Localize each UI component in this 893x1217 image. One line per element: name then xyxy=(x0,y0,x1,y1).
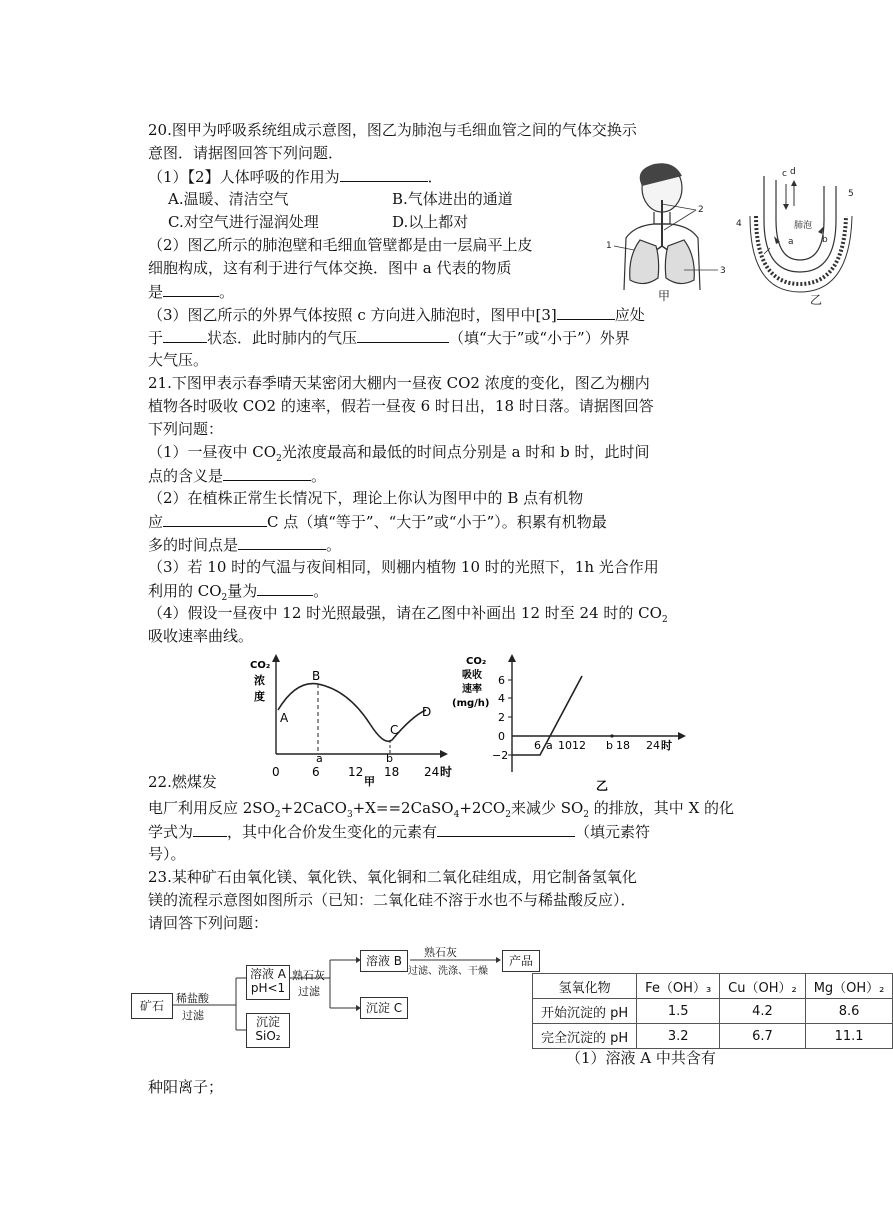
table-cell: 8.6 xyxy=(805,999,893,1024)
q23-sub1-line2: 种阳离子； xyxy=(148,1078,224,1096)
blank[interactable] xyxy=(437,820,575,837)
flow-box-product: 产品 xyxy=(502,950,540,972)
q23-line2: 镁的流程示意图如图所示（已知：二氧化硅不溶于水也不与稀盐酸反应）． xyxy=(148,891,636,909)
flow-box-solution-b: 溶液 B xyxy=(360,950,408,972)
q20-sub2-line1: （2）图乙所示的肺泡壁和毛细血管壁都是由一层扁平上皮 xyxy=(148,236,533,254)
table-header: Fe（OH）₃ xyxy=(637,974,720,999)
y-label-du: 度 xyxy=(254,690,265,703)
label-4: 4 xyxy=(736,219,742,229)
y-label-co2: CO₂ xyxy=(250,660,271,671)
q23-sub1-line1: （1）溶液 A 中共含有 xyxy=(566,1049,716,1067)
q20-sub1: （1）【2】人体呼吸的作用为 ． xyxy=(148,165,443,188)
q21-sub4-line1: （4）假设一昼夜中 12 时光照最强，请在乙图中补画出 12 时至 24 时的 $CO_2$ xyxy=(148,604,668,625)
y-label-nong: 浓 xyxy=(254,674,265,687)
tick-0: 0 xyxy=(272,765,280,779)
q20-sub2-line2: 细胞构成，这有利于进行气体交换．图中 a 代表的物质 xyxy=(148,259,512,277)
table-row xyxy=(533,1024,893,1049)
x-unit: 时 xyxy=(440,765,453,779)
y-tick-6: 6 xyxy=(498,674,505,687)
q20-sub3-line3: 大气压。 xyxy=(148,351,209,369)
q21-line1: 21.下图甲表示春季晴天某密闭大棚内一昼夜 CO2 浓度的变化，图乙为棚内 xyxy=(148,374,650,392)
blank[interactable] xyxy=(340,165,428,182)
label-3: 3 xyxy=(720,266,726,276)
table-cell: 1.5 xyxy=(637,999,720,1024)
q23-line3: 请回答下列问题： xyxy=(148,914,269,932)
label-1: 1 xyxy=(606,241,612,251)
q22-line3: 学式为 ，其中化合价发生变化的元素有 （填元素符 xyxy=(148,820,650,843)
blank[interactable] xyxy=(163,326,207,343)
blank[interactable] xyxy=(557,303,615,320)
q21-sub2-line3: 多的时间点是 。 xyxy=(148,533,341,556)
label-5: 5 xyxy=(848,189,854,199)
point-a: A xyxy=(280,711,289,725)
q21-sub1-line1: （1）一昼夜中 $CO_2$光浓度最高和最低的时间点分别是 a 时和 b 时，此时间 xyxy=(148,443,650,464)
point-d: D xyxy=(422,705,432,719)
flow-box-sediment-c: 沉淀 C xyxy=(360,997,408,1019)
flow-box-solution-a: 溶液 A pH<1 xyxy=(246,965,290,1000)
y-label-rate: 速率 xyxy=(462,684,482,695)
alveolus-figure xyxy=(734,162,860,306)
flow-label-acid: 稀盐酸 xyxy=(176,992,209,1005)
flow-label-lime2: 熟石灰 xyxy=(424,946,457,959)
q23-line1: 23.某种矿石由氧化镁、氧化铁、氧化铜和二氧化硅组成，用它制备氢氧化 xyxy=(148,868,637,886)
y-tick-4: 4 xyxy=(498,692,505,705)
q21-sub1-line2: 点的含义是 。 xyxy=(148,464,326,487)
q21-sub4-line2: 吸收速率曲线。 xyxy=(148,627,254,645)
label-b: b xyxy=(822,235,828,245)
blank[interactable] xyxy=(163,280,219,297)
label-2: 2 xyxy=(698,205,704,215)
table-cell: 11.1 xyxy=(805,1024,893,1049)
tick-label-a: a xyxy=(316,752,323,765)
co2-curve xyxy=(278,684,426,742)
q20-sub3-line2: 于 状态．此时肺内的气压 （填“大于”或“小于”）外界 xyxy=(148,326,630,349)
table-cell: 开始沉淀的 pH xyxy=(533,999,637,1024)
q22-line4: 号）。 xyxy=(148,845,186,863)
q21-sub3-line2: 利用的 $CO_2$量为 。 xyxy=(148,579,328,609)
q20-option-c: C.对空气进行湿润处理 xyxy=(168,213,319,231)
q20-line2: 意图．请据图回答下列问题． xyxy=(148,144,344,162)
table-header: Mg（OH）₂ xyxy=(805,974,893,999)
figure-caption-jia: 甲 xyxy=(658,289,671,303)
tick-6: 6 xyxy=(312,765,320,779)
q20-sub3-line1: （3）图乙所示的外界气体按照 c 方向进入肺泡时，图甲中[3] 应处 xyxy=(148,303,645,326)
table-header: Cu（OH）₂ xyxy=(720,974,806,999)
q20-line1: 20.图甲为呼吸系统组成示意图，图乙为肺泡与毛细血管之间的气体交换示 xyxy=(148,121,637,139)
blank[interactable] xyxy=(223,464,311,481)
q20-option-d: D.以上都对 xyxy=(392,213,469,231)
q20-sub2-line3: 是 。 xyxy=(148,280,234,303)
x-tick-18: 18 xyxy=(616,739,630,752)
table-cell: 4.2 xyxy=(720,999,806,1024)
q20-option-b: B.气体进出的通道 xyxy=(392,190,513,208)
blank[interactable] xyxy=(357,326,449,343)
flow-label-ops: 过滤、洗涤、干燥 xyxy=(408,966,488,977)
flow-box-sediment-sio2: 沉淀 SiO₂ xyxy=(246,1013,290,1048)
blank[interactable] xyxy=(257,579,313,596)
blank[interactable] xyxy=(163,510,267,527)
q22-line2: 电厂利用反应 $2SO_2+2CaCO_3+X==2CaSO_4+2CO_2$来减少 $SO_2$ 的排放，其中 X 的化 xyxy=(148,799,735,820)
x-tick-1012: 1012 xyxy=(558,739,586,752)
flow-label-filter1: 过滤 xyxy=(182,1009,204,1022)
label-c: c xyxy=(782,169,787,179)
x-tick-b: b xyxy=(606,739,613,752)
y-tick-neg2: −2 xyxy=(492,749,509,762)
blank[interactable] xyxy=(193,820,227,837)
chart-caption-yi: 乙 xyxy=(596,779,609,793)
q21-line2: 植物各时吸收 CO2 的速率，假若一昼夜 6 时日出，18 时日落。请据图回答 xyxy=(148,397,654,415)
point-b: B xyxy=(312,669,321,683)
chart-caption-jia: 甲 xyxy=(364,775,375,788)
table-row xyxy=(533,974,893,999)
x-tick-6: 6 xyxy=(534,739,541,752)
y-label-absorb: 吸收 xyxy=(462,670,482,681)
co2-concentration-chart xyxy=(244,654,464,786)
figure-caption-yi: 乙 xyxy=(810,293,823,307)
q20-option-a: A.温暖、清洁空气 xyxy=(168,190,289,208)
y-tick-2: 2 xyxy=(498,711,505,724)
table-cell: 6.7 xyxy=(720,1024,806,1049)
q21-sub3-line1: （3）若 10 时的气温与夜间相同，则棚内植物 10 时的光照下，1h 光合作用 xyxy=(148,558,659,576)
flow-label-lime1: 熟石灰 xyxy=(292,969,325,982)
x-tick-a: a xyxy=(546,739,553,752)
flow-label-filter2: 过滤 xyxy=(298,985,320,998)
q22-line1: 22.燃煤发 xyxy=(148,773,217,791)
label-a: a xyxy=(788,237,794,247)
co2-absorption-rate-chart xyxy=(450,652,690,792)
x-tick-24: 24 xyxy=(646,739,660,752)
q21-line3: 下列问题： xyxy=(148,420,224,438)
point-c: C xyxy=(390,723,399,737)
label-d: d xyxy=(790,167,796,177)
table-header: 氢氧化物 xyxy=(533,974,637,999)
tick-12: 12 xyxy=(348,765,364,779)
tick-label-b: b xyxy=(386,752,393,765)
tick-24: 24 xyxy=(424,765,440,779)
tick-18: 18 xyxy=(384,765,400,779)
blank[interactable] xyxy=(238,533,326,550)
label-alveolus: 肺泡 xyxy=(794,221,813,231)
table-cell: 3.2 xyxy=(637,1024,720,1049)
ph-table xyxy=(532,973,893,1049)
table-row xyxy=(533,999,893,1024)
x-unit: 时 xyxy=(661,739,672,752)
respiratory-system-figure xyxy=(604,160,730,304)
y-tick-0: 0 xyxy=(498,730,505,743)
q21-sub2-line2: 应 C 点（填“等于”、“大于”或“小于”）。积累有机物最 xyxy=(148,510,607,533)
flow-box-ore: 矿石 xyxy=(131,993,173,1019)
q21-sub2-line1: （2）在植株正常生长情况下，理论上你认为图甲中的 B 点有机物 xyxy=(148,489,584,507)
y-label-co2: CO₂ xyxy=(466,656,487,667)
y-label-unit: (mg/h) xyxy=(452,698,490,709)
table-cell: 完全沉淀的 pH xyxy=(533,1024,637,1049)
